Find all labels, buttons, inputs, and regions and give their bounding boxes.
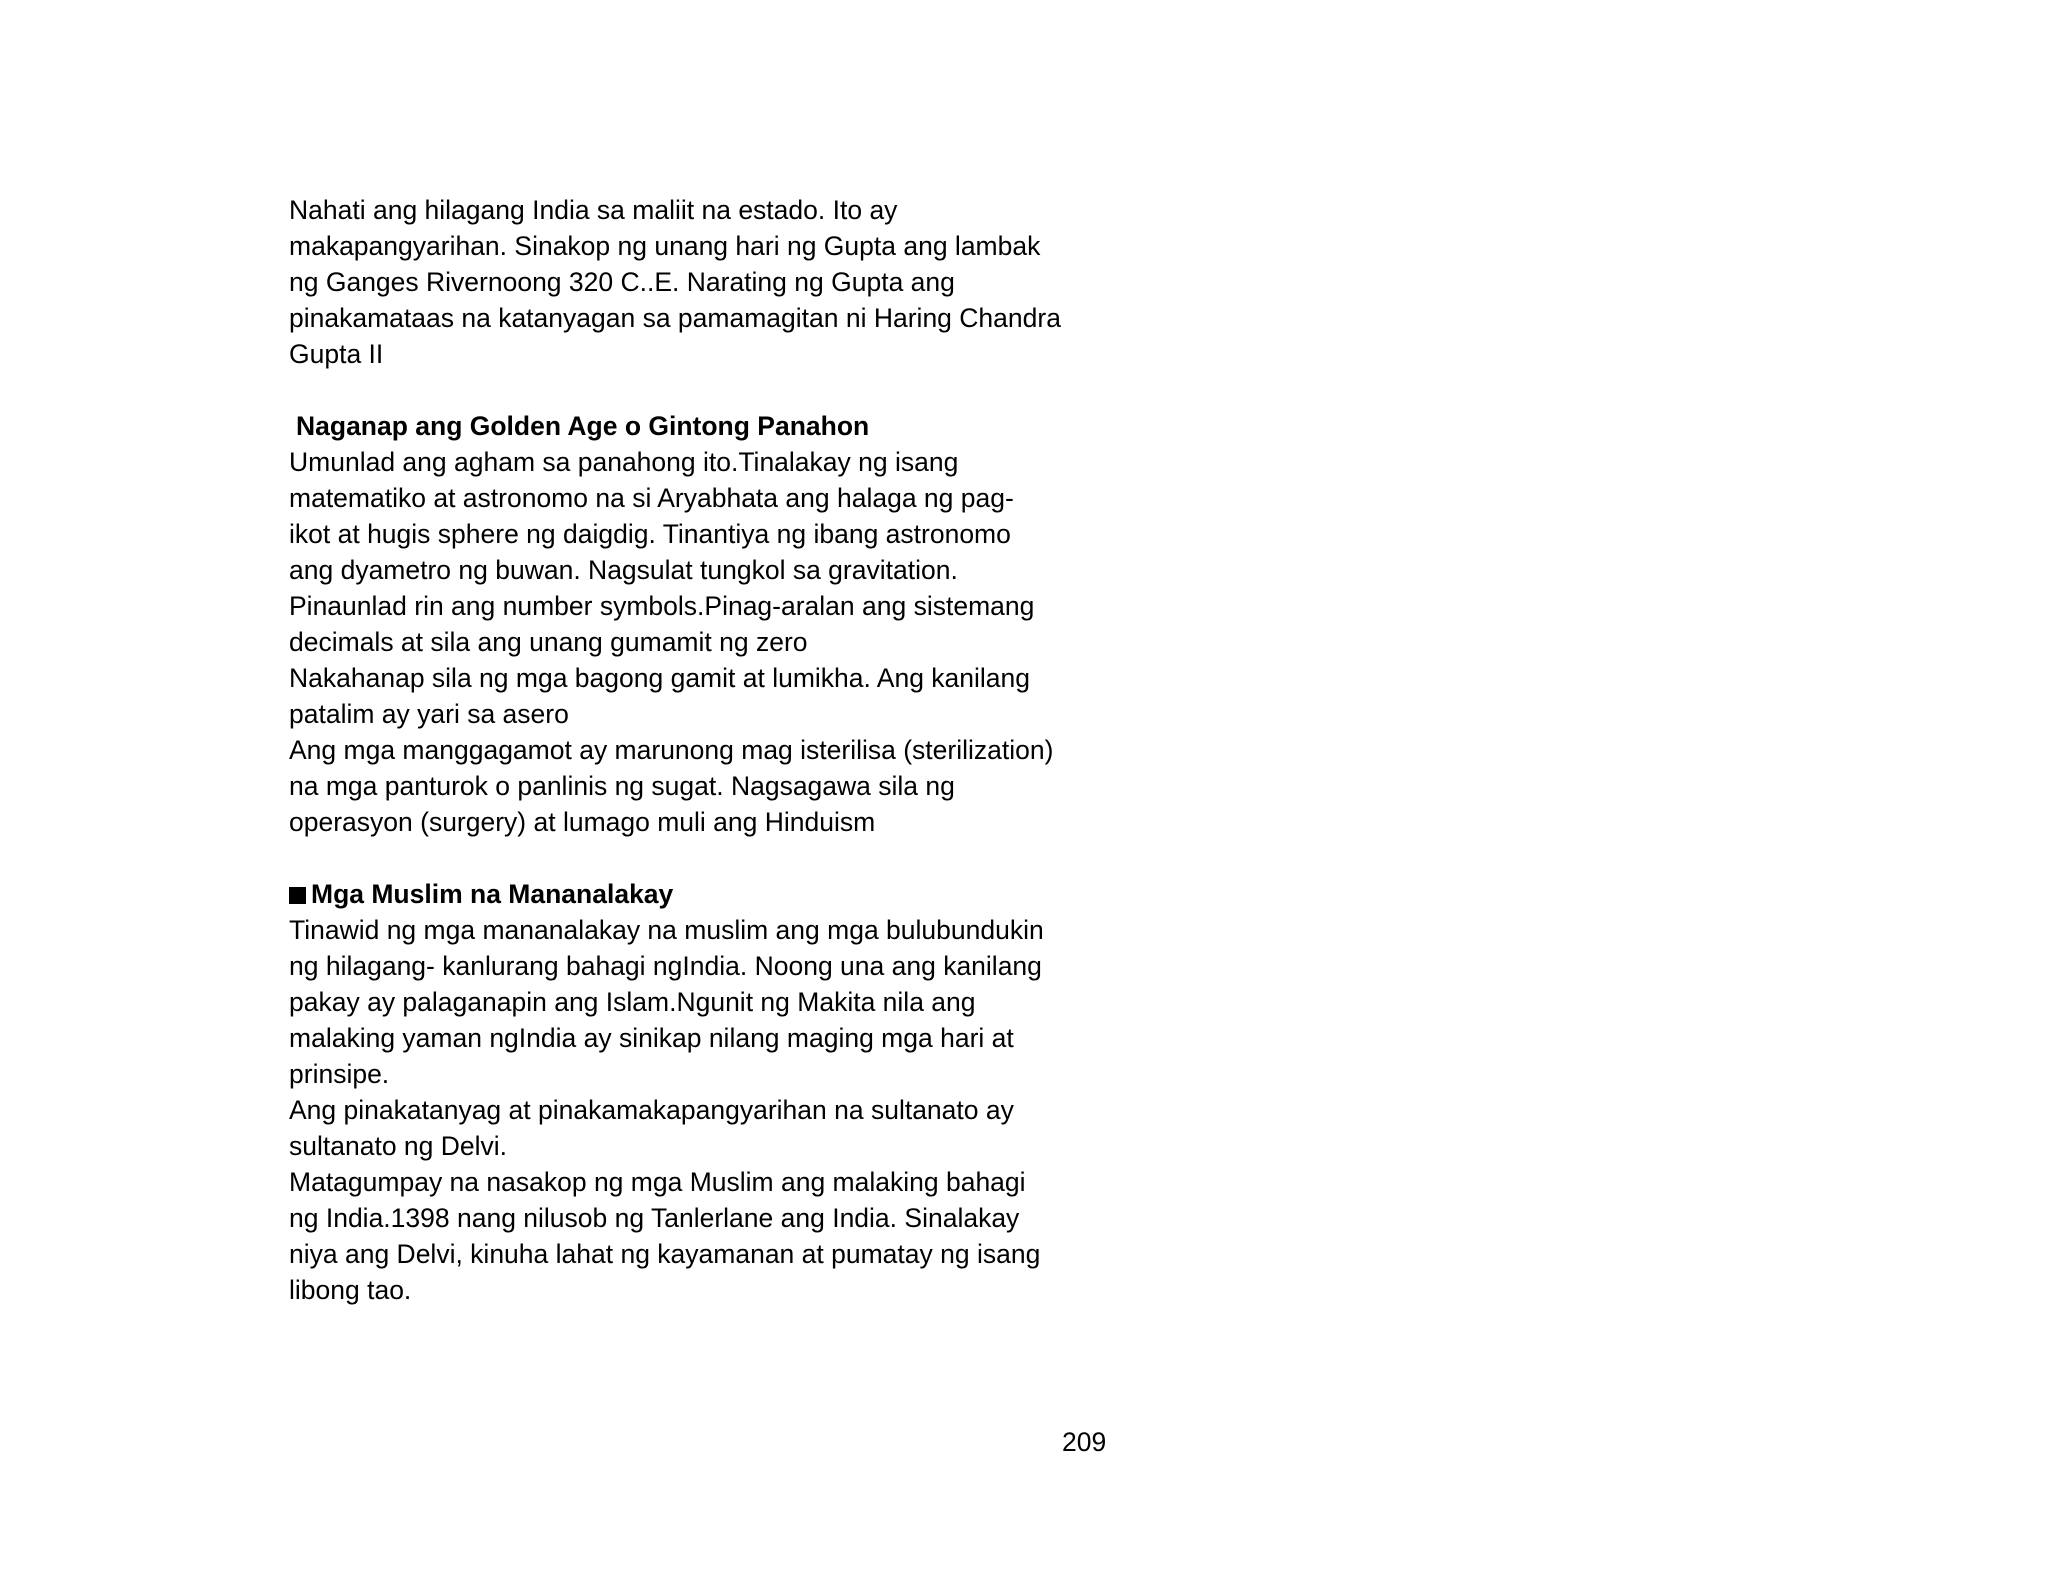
spacer	[289, 840, 1089, 876]
page-number: 209	[1062, 1427, 1107, 1457]
paragraph-line: ang dyametro ng buwan. Nagsulat tungkol sa gravitation.	[289, 555, 958, 585]
section-gupta-intro	[289, 192, 1089, 372]
section-golden-age	[289, 408, 1089, 840]
paragraph-line: Nahati ang hilagang India sa maliit na estado. Ito ay	[289, 195, 898, 225]
heading-text: Mga Muslim na Mananalakay	[311, 879, 674, 909]
paragraph-line: Gupta II	[289, 339, 384, 369]
paragraph-line: makapangyarihan. Sinakop ng unang hari ng Gupta ang lambak	[289, 231, 1041, 261]
paragraph-line: ng Ganges Rivernoong 320 C..E. Narating ng Gupta ang	[289, 267, 955, 297]
section-heading-golden-age: Naganap ang Golden Age o Gintong Panahon	[296, 411, 870, 441]
paragraph-line: matematiko at astronomo na si Aryabhata ang halaga ng pag-	[289, 483, 1014, 513]
paragraph-line: prinsipe.	[289, 1059, 390, 1089]
paragraph-line: ikot at hugis sphere ng daigdig. Tinantiya ng ibang astronomo	[289, 519, 1011, 549]
paragraph-line: pakay ay palaganapin ang Islam.Ngunit ng Makita nila ang	[289, 987, 976, 1017]
paragraph-line: sultanato ng Delvi.	[289, 1131, 508, 1161]
paragraph-line: ng hilagang- kanlurang bahagi ngIndia. Noong una ang kanilang	[289, 951, 1042, 981]
paragraph-line: niya ang Delvi, kinuha lahat ng kayamanan at pumatay ng isang	[289, 1239, 1041, 1269]
paragraph-line: pinakamataas na katanyagan sa pamamagitan ni Haring Chandra	[289, 303, 1061, 333]
paragraph-line: na mga panturok o panlinis ng sugat. Nagsagawa sila ng	[289, 771, 955, 801]
paragraph-line: operasyon (surgery) at lumago muli ang Hinduism	[289, 807, 876, 837]
paragraph-line: Pinaunlad rin ang number symbols.Pinag-aralan ang sistemang	[289, 591, 1035, 621]
paragraph-line: decimals at sila ang unang gumamit ng zero	[289, 627, 808, 657]
paragraph-line: Ang pinakatanyag at pinakamakapangyarihan na sultanato ay	[289, 1095, 1014, 1125]
paragraph-line: ng India.1398 nang nilusob ng Tanlerlane ang India. Sinalakay	[289, 1203, 1020, 1233]
paragraph-line: libong tao.	[289, 1275, 412, 1305]
paragraph-line: Nakahanap sila ng mga bagong gamit at lumikha. Ang kanilang	[289, 663, 1031, 693]
paragraph-line: malaking yaman ngIndia ay sinikap nilang maging mga hari at	[289, 1023, 1014, 1053]
paragraph-line: Umunlad ang agham sa panahong ito.Tinalakay ng isang	[289, 447, 959, 477]
paragraph-line: Tinawid ng mga mananalakay na muslim ang mga bulubundukin	[289, 915, 1044, 945]
paragraph-line: Ang mga manggagamot ay marunong mag isterilisa (sterilization)	[289, 735, 1054, 765]
section-muslim-invaders	[289, 876, 1089, 1308]
spacer	[289, 372, 1089, 408]
square-bullet-icon	[289, 887, 306, 904]
section-heading-muslim-invaders	[289, 876, 1089, 912]
page-content	[289, 192, 1089, 1308]
paragraph-line: patalim ay yari sa asero	[289, 699, 569, 729]
paragraph-line: Matagumpay na nasakop ng mga Muslim ang malaking bahagi	[289, 1167, 1026, 1197]
